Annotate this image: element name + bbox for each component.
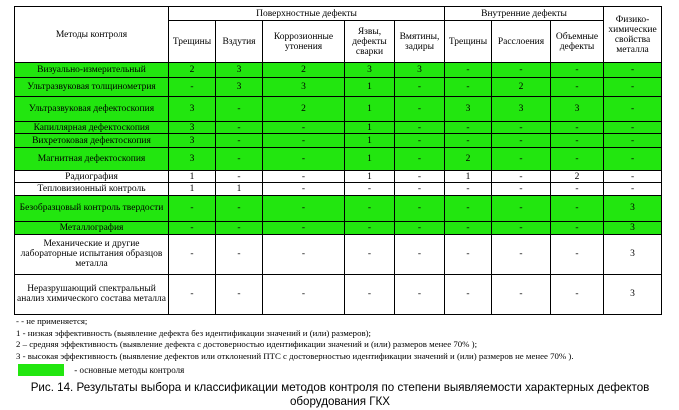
- rating-cell: 3: [604, 221, 662, 234]
- table-row: [15, 96, 662, 122]
- rating-cell: 3: [492, 96, 551, 122]
- rating-cell: -: [604, 78, 662, 96]
- rating-cell: -: [395, 234, 445, 274]
- rating-cell: -: [395, 171, 445, 183]
- method-name-cell: Металлография: [15, 221, 169, 234]
- rating-cell: 1: [445, 171, 492, 183]
- table-row: [15, 234, 662, 274]
- method-name-cell: Тепловизионный контроль: [15, 183, 169, 196]
- rating-cell: -: [169, 274, 216, 314]
- method-name-cell: Ультразвуковая толщинометрия: [15, 78, 169, 96]
- rating-cell: -: [395, 148, 445, 171]
- rating-cell: -: [551, 148, 604, 171]
- rating-cell: 1: [345, 122, 395, 134]
- subheader-corrosion: Коррозионные утонения: [263, 21, 345, 63]
- method-name-cell: Безобразцовый контроль твердости: [15, 195, 169, 221]
- rating-cell: -: [492, 221, 551, 234]
- rating-cell: -: [263, 234, 345, 274]
- subheader-volume-defects: Объемные дефекты: [551, 21, 604, 63]
- rating-cell: -: [445, 221, 492, 234]
- rating-cell: 3: [169, 148, 216, 171]
- method-name-cell: Механические и другие лабораторные испытания образцов металла: [15, 234, 169, 274]
- rating-cell: -: [551, 274, 604, 314]
- method-name-cell: Визуально-измерительный: [15, 63, 169, 78]
- rating-cell: -: [604, 171, 662, 183]
- highlight-swatch-label: - основные методы контроля: [74, 365, 185, 375]
- rating-cell: -: [445, 122, 492, 134]
- rating-cell: -: [395, 78, 445, 96]
- rating-cell: 3: [395, 63, 445, 78]
- rating-cell: 2: [263, 63, 345, 78]
- legend-line: - - не применяется;: [16, 316, 88, 326]
- rating-cell: -: [169, 78, 216, 96]
- rating-cell: -: [263, 148, 345, 171]
- method-name-cell: Магнитная дефектоскопия: [15, 148, 169, 171]
- rating-cell: 1: [169, 183, 216, 196]
- rating-cell: 3: [263, 78, 345, 96]
- rating-cell: -: [395, 134, 445, 148]
- rating-cell: -: [445, 195, 492, 221]
- physchem-header: Физико-химические свойства металла: [604, 7, 662, 63]
- rating-cell: -: [604, 183, 662, 196]
- rating-cell: -: [216, 122, 263, 134]
- surface-defects-header: Поверхностные дефекты: [169, 7, 445, 21]
- rating-cell: -: [492, 63, 551, 78]
- table-row: [15, 274, 662, 314]
- internal-defects-header: Внутренние дефекты: [445, 7, 604, 21]
- rating-cell: -: [551, 195, 604, 221]
- rating-cell: -: [445, 78, 492, 96]
- subheader-delamination: Расслоения: [492, 21, 551, 63]
- rating-cell: -: [492, 171, 551, 183]
- rating-cell: -: [263, 134, 345, 148]
- rating-cell: -: [345, 195, 395, 221]
- rating-cell: 1: [169, 171, 216, 183]
- rating-cell: -: [169, 195, 216, 221]
- rating-cell: -: [604, 96, 662, 122]
- rating-cell: -: [216, 148, 263, 171]
- rating-cell: -: [492, 234, 551, 274]
- rating-cell: 3: [604, 274, 662, 314]
- rating-cell: -: [345, 183, 395, 196]
- rating-cell: -: [395, 183, 445, 196]
- rating-cell: -: [551, 183, 604, 196]
- table-row: [15, 221, 662, 234]
- rating-cell: 1: [216, 183, 263, 196]
- rating-cell: -: [263, 122, 345, 134]
- rating-cell: -: [345, 234, 395, 274]
- rating-cell: 3: [216, 63, 263, 78]
- rating-cell: 2: [169, 63, 216, 78]
- rating-cell: -: [216, 96, 263, 122]
- method-name-cell: Капиллярная дефектоскопия: [15, 122, 169, 134]
- rating-cell: -: [551, 221, 604, 234]
- method-name-cell: Вихретоковая дефектоскопия: [15, 134, 169, 148]
- subheader-internal-cracks: Трещины: [445, 21, 492, 63]
- rating-cell: 2: [551, 171, 604, 183]
- rating-cell: -: [216, 221, 263, 234]
- rating-cell: 1: [345, 78, 395, 96]
- rating-cell: -: [345, 221, 395, 234]
- rating-cell: -: [263, 195, 345, 221]
- legend-swatch-row: [18, 364, 184, 376]
- rating-cell: -: [492, 274, 551, 314]
- rating-cell: 2: [445, 148, 492, 171]
- legend-line: 3 - высокая эффективность (выявление дефектов или отклонений ПТС с достоверностью идентификации значений и (или) размеров не менее 70% ).: [16, 350, 574, 361]
- rating-cell: -: [263, 171, 345, 183]
- table-row: [15, 78, 662, 96]
- rating-cell: 3: [604, 195, 662, 221]
- rating-cell: -: [395, 274, 445, 314]
- method-column-header: Методы контроля: [15, 7, 169, 63]
- rating-cell: -: [445, 63, 492, 78]
- subheader-dents: Вмятины, задиры: [395, 21, 445, 63]
- methods-table: [14, 6, 662, 315]
- rating-cell: -: [492, 134, 551, 148]
- rating-cell: -: [492, 148, 551, 171]
- rating-cell: 1: [345, 171, 395, 183]
- subheader-blisters: Вздутия: [216, 21, 263, 63]
- rating-cell: -: [604, 122, 662, 134]
- table-row: [15, 171, 662, 183]
- rating-cell: -: [345, 274, 395, 314]
- rating-cell: -: [604, 63, 662, 78]
- rating-cell: -: [216, 171, 263, 183]
- rating-cell: -: [216, 195, 263, 221]
- rating-cell: 2: [263, 96, 345, 122]
- rating-cell: -: [492, 122, 551, 134]
- rating-cell: -: [551, 78, 604, 96]
- table-row: [15, 148, 662, 171]
- rating-cell: -: [169, 234, 216, 274]
- rating-cell: -: [492, 183, 551, 196]
- rating-cell: 1: [345, 134, 395, 148]
- rating-cell: 3: [169, 96, 216, 122]
- table-row: [15, 134, 662, 148]
- rating-cell: -: [263, 221, 345, 234]
- rating-cell: 3: [604, 234, 662, 274]
- rating-cell: 1: [345, 96, 395, 122]
- legend-line: 1 - низкая эффективность (выявление дефекта без идентификации значений и (или) размеров);: [16, 327, 372, 338]
- rating-cell: -: [445, 183, 492, 196]
- legend-line: 2 – средняя эффективность (выявление дефекта с достоверностью идентификации значений и (или) размеров менее 70% );: [16, 339, 478, 349]
- subheader-cracks: Трещины: [169, 21, 216, 63]
- rating-cell: -: [169, 221, 216, 234]
- rating-cell: 3: [345, 63, 395, 78]
- figure-caption: Рис. 14. Результаты выбора и классификации методов контроля по степени выявляемости характерных дефектов оборудования ГКХ: [30, 381, 650, 408]
- rating-cell: -: [445, 234, 492, 274]
- rating-cell: -: [395, 221, 445, 234]
- subheader-pits-welds: Язвы, дефекты сварки: [345, 21, 395, 63]
- table-row: [15, 183, 662, 196]
- rating-cell: -: [395, 96, 445, 122]
- rating-cell: -: [216, 234, 263, 274]
- rating-cell: 3: [169, 134, 216, 148]
- rating-cell: -: [445, 274, 492, 314]
- rating-cell: -: [551, 234, 604, 274]
- rating-cell: -: [551, 134, 604, 148]
- method-name-cell: Радиография: [15, 171, 169, 183]
- rating-cell: 3: [551, 96, 604, 122]
- highlight-swatch: [18, 364, 64, 376]
- rating-cell: -: [263, 274, 345, 314]
- rating-cell: -: [604, 148, 662, 171]
- method-name-cell: Неразрушающий спектральный анализ химического состава металла: [15, 274, 169, 314]
- legend: [16, 316, 676, 362]
- rating-cell: -: [395, 195, 445, 221]
- rating-cell: -: [551, 63, 604, 78]
- rating-cell: -: [604, 134, 662, 148]
- rating-cell: -: [445, 134, 492, 148]
- rating-cell: 2: [492, 78, 551, 96]
- rating-cell: -: [216, 134, 263, 148]
- table-row: [15, 63, 662, 78]
- rating-cell: 3: [445, 96, 492, 122]
- rating-cell: 3: [216, 78, 263, 96]
- table-row: [15, 122, 662, 134]
- method-name-cell: Ультразвуковая дефектоскопия: [15, 96, 169, 122]
- rating-cell: -: [216, 274, 263, 314]
- rating-cell: 3: [169, 122, 216, 134]
- rating-cell: -: [395, 122, 445, 134]
- rating-cell: -: [492, 195, 551, 221]
- table-row: [15, 195, 662, 221]
- rating-cell: 1: [345, 148, 395, 171]
- table-body: [15, 63, 662, 315]
- rating-cell: -: [551, 122, 604, 134]
- rating-cell: -: [263, 183, 345, 196]
